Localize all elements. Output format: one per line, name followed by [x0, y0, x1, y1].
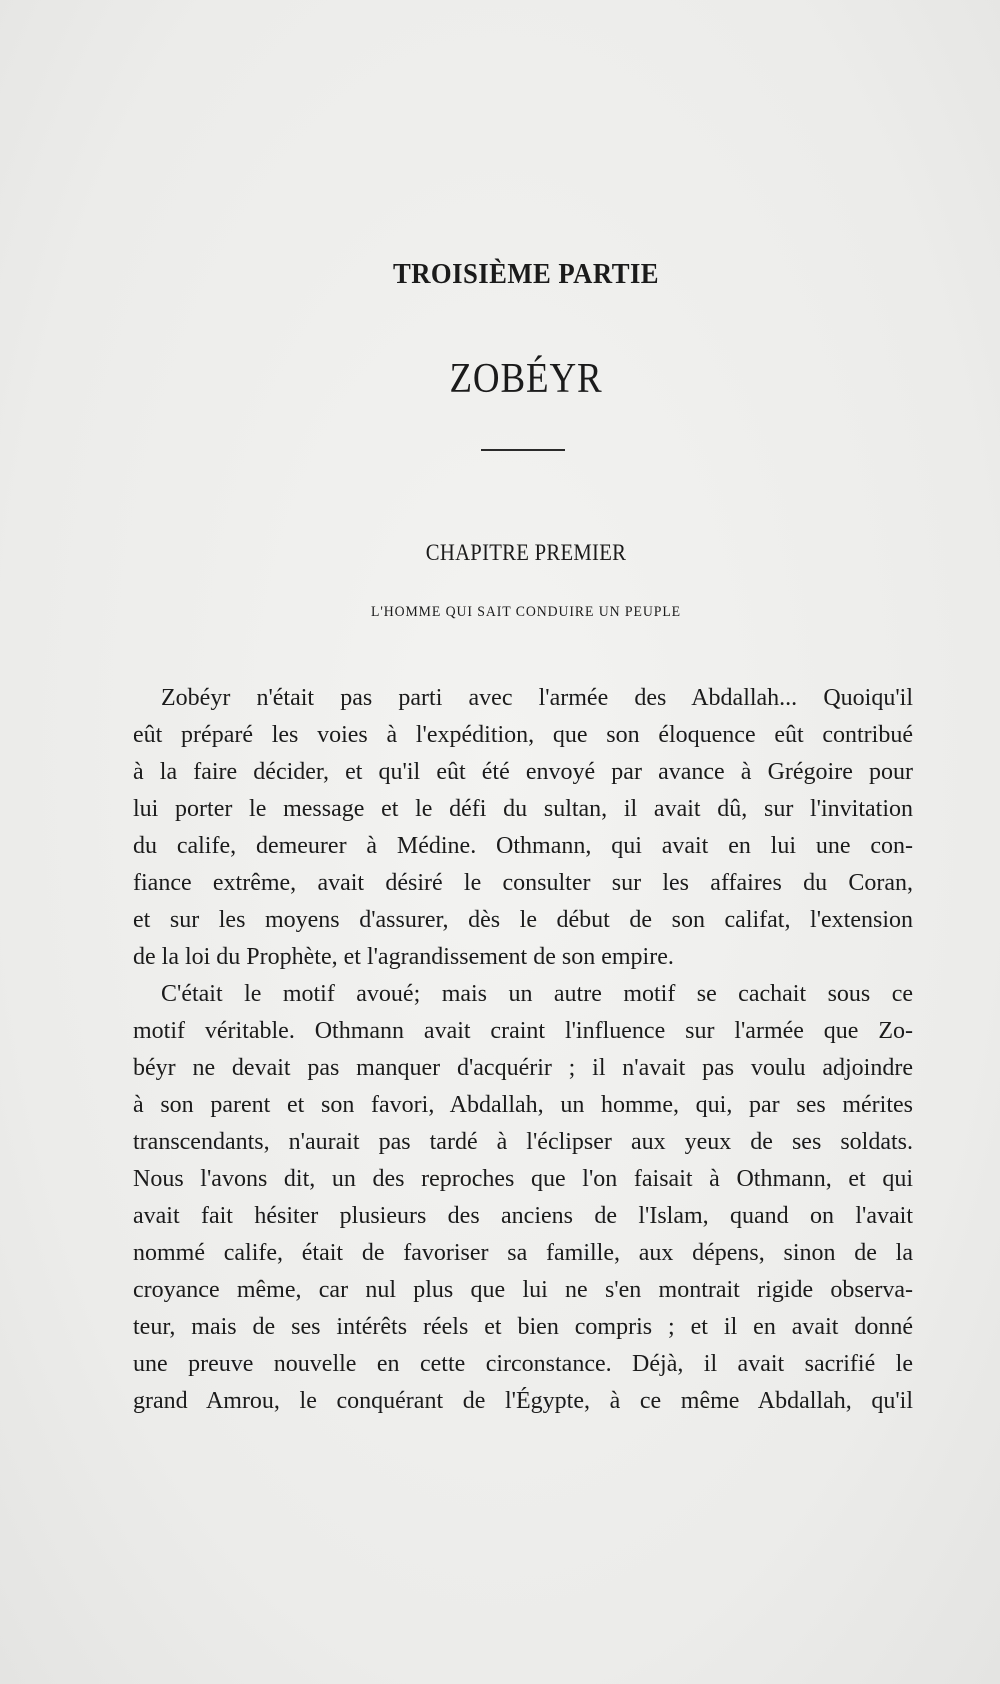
text-line: avait fait hésiter plusieurs des anciens de l'Islam, quand on l'avait	[133, 1203, 913, 1229]
text-line: fiance extrême, avait désiré le consulter sur les affaires du Coran,	[133, 870, 913, 896]
text-line: transcendants, n'aurait pas tardé à l'éclipser aux yeux de ses soldats.	[133, 1129, 913, 1155]
text-line: nommé calife, était de favoriser sa famille, aux dépens, sinon de la	[133, 1240, 913, 1266]
chapter-title: CHAPITRE PREMIER	[425, 540, 627, 565]
text-line: et sur les moyens d'assurer, dès le début de son califat, l'extension	[133, 907, 913, 933]
text-line: C'était le motif avoué; mais un autre motif se cachait sous ce	[161, 981, 913, 1007]
text-line: béyr ne devait pas manquer d'acquérir ; il n'avait pas voulu adjoindre	[133, 1055, 913, 1081]
text-line: de la loi du Prophète, et l'agrandissement de son empire.	[133, 944, 674, 970]
text-line: Zobéyr n'était pas parti avec l'armée des Abdallah... Quoiqu'il	[161, 685, 913, 711]
text-line: croyance même, car nul plus que lui ne s'en montrait rigide observa-	[133, 1277, 913, 1303]
text-line: lui porter le message et le défi du sultan, il avait dû, sur l'invitation	[133, 796, 913, 822]
text-line: du calife, demeurer à Médine. Othmann, qui avait en lui une con-	[133, 833, 913, 859]
title-divider	[481, 449, 565, 451]
text-line: une preuve nouvelle en cette circonstance. Déjà, il avait sacrifié le	[133, 1351, 913, 1377]
part-title: TROISIÈME PARTIE	[392, 258, 660, 290]
book-title: ZOBÉYR	[449, 356, 603, 402]
text-line: grand Amrou, le conquérant de l'Égypte, à ce même Abdallah, qu'il	[133, 1388, 913, 1414]
text-line: à la faire décider, et qu'il eût été envoyé par avance à Grégoire pour	[133, 759, 913, 785]
text-line: teur, mais de ses intérêts réels et bien compris ; et il en avait donné	[133, 1314, 913, 1340]
body-text	[133, 680, 913, 1420]
text-line: motif véritable. Othmann avait craint l'influence sur l'armée que Zo-	[133, 1018, 913, 1044]
chapter-subtitle: L'HOMME QUI SAIT CONDUIRE UN PEUPLE	[370, 604, 682, 620]
text-line: eût préparé les voies à l'expédition, que son éloquence eût contribué	[133, 722, 913, 748]
text-line: à son parent et son favori, Abdallah, un homme, qui, par ses mérites	[133, 1092, 913, 1118]
text-line: Nous l'avons dit, un des reproches que l'on faisait à Othmann, et qui	[133, 1166, 913, 1192]
